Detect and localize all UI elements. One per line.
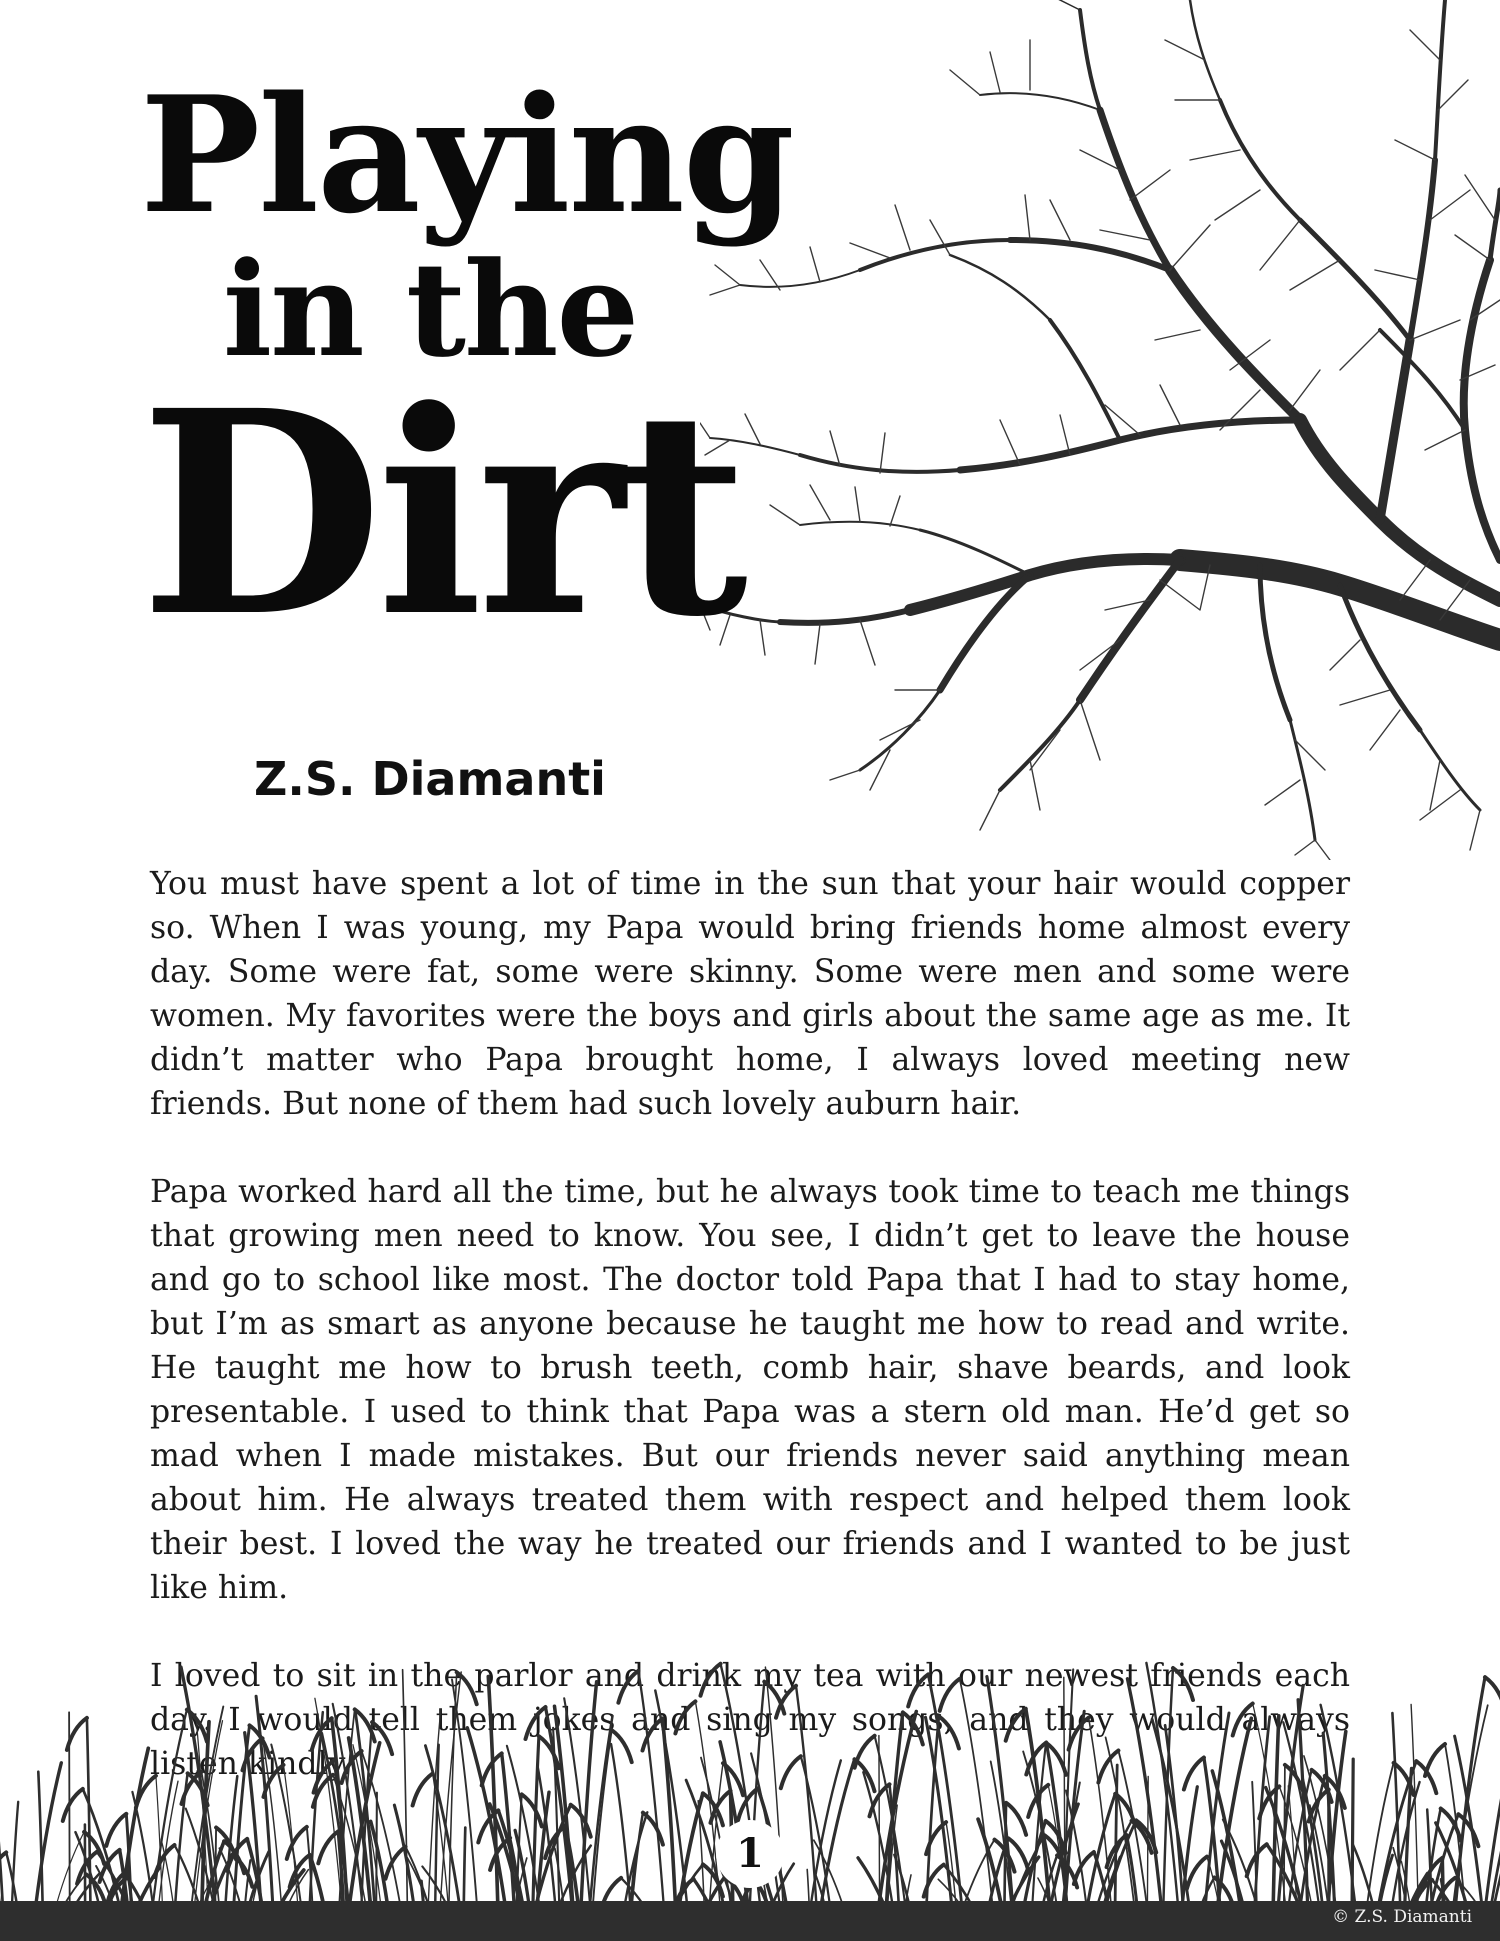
paragraph-2: Papa worked hard all the time, but he always took time to teach me things that growing men need to know. You see, I didn’t get to leave the house and go to school like most. The doctor told Papa that I had to stay home, but I’m as smart as anyone because he taught me how to read and write. He taught me how to brush teeth, comb hair, shave beards, and look presentable. I used to think that Papa was a stern old man. He’d get so mad when I made mistakes. But our friends never said anything mean about him. He always treated them with respect and helped them look their best. I loved the way he treated our friends and I wanted to be just like him.: [150, 1174, 1350, 1606]
title: [140, 61, 793, 679]
title-line-playing: Playing: [140, 61, 793, 249]
title-line-in-the: in the: [222, 233, 638, 386]
title-line-dirt: Dirt: [140, 350, 743, 679]
author-name: Z.S. Diamanti: [254, 752, 606, 806]
grass-illustration: [0, 1601, 1500, 1941]
bare-tree-illustration: [700, 0, 1500, 860]
paragraph-3: I loved to sit in the parlor and drink my tea with our newest friends each day. I would tell them jokes and sing my songs, and they would always listen kindly.: [150, 1658, 1350, 1782]
page-number: 1: [716, 1820, 784, 1888]
paragraph-1: You must have spent a lot of time in the sun that your hair would copper so. When I was young, my Papa would bring friends home almost every day. Some were fat, some were skinny. Some were men and some were women. My favorites were the boys and girls about the same age as me. It didn’t matter who Papa brought home, I always loved meeting new friends. But none of them had such lovely auburn hair.: [150, 866, 1350, 1122]
copyright-notice: © Z.S. Diamanti: [1332, 1907, 1472, 1927]
